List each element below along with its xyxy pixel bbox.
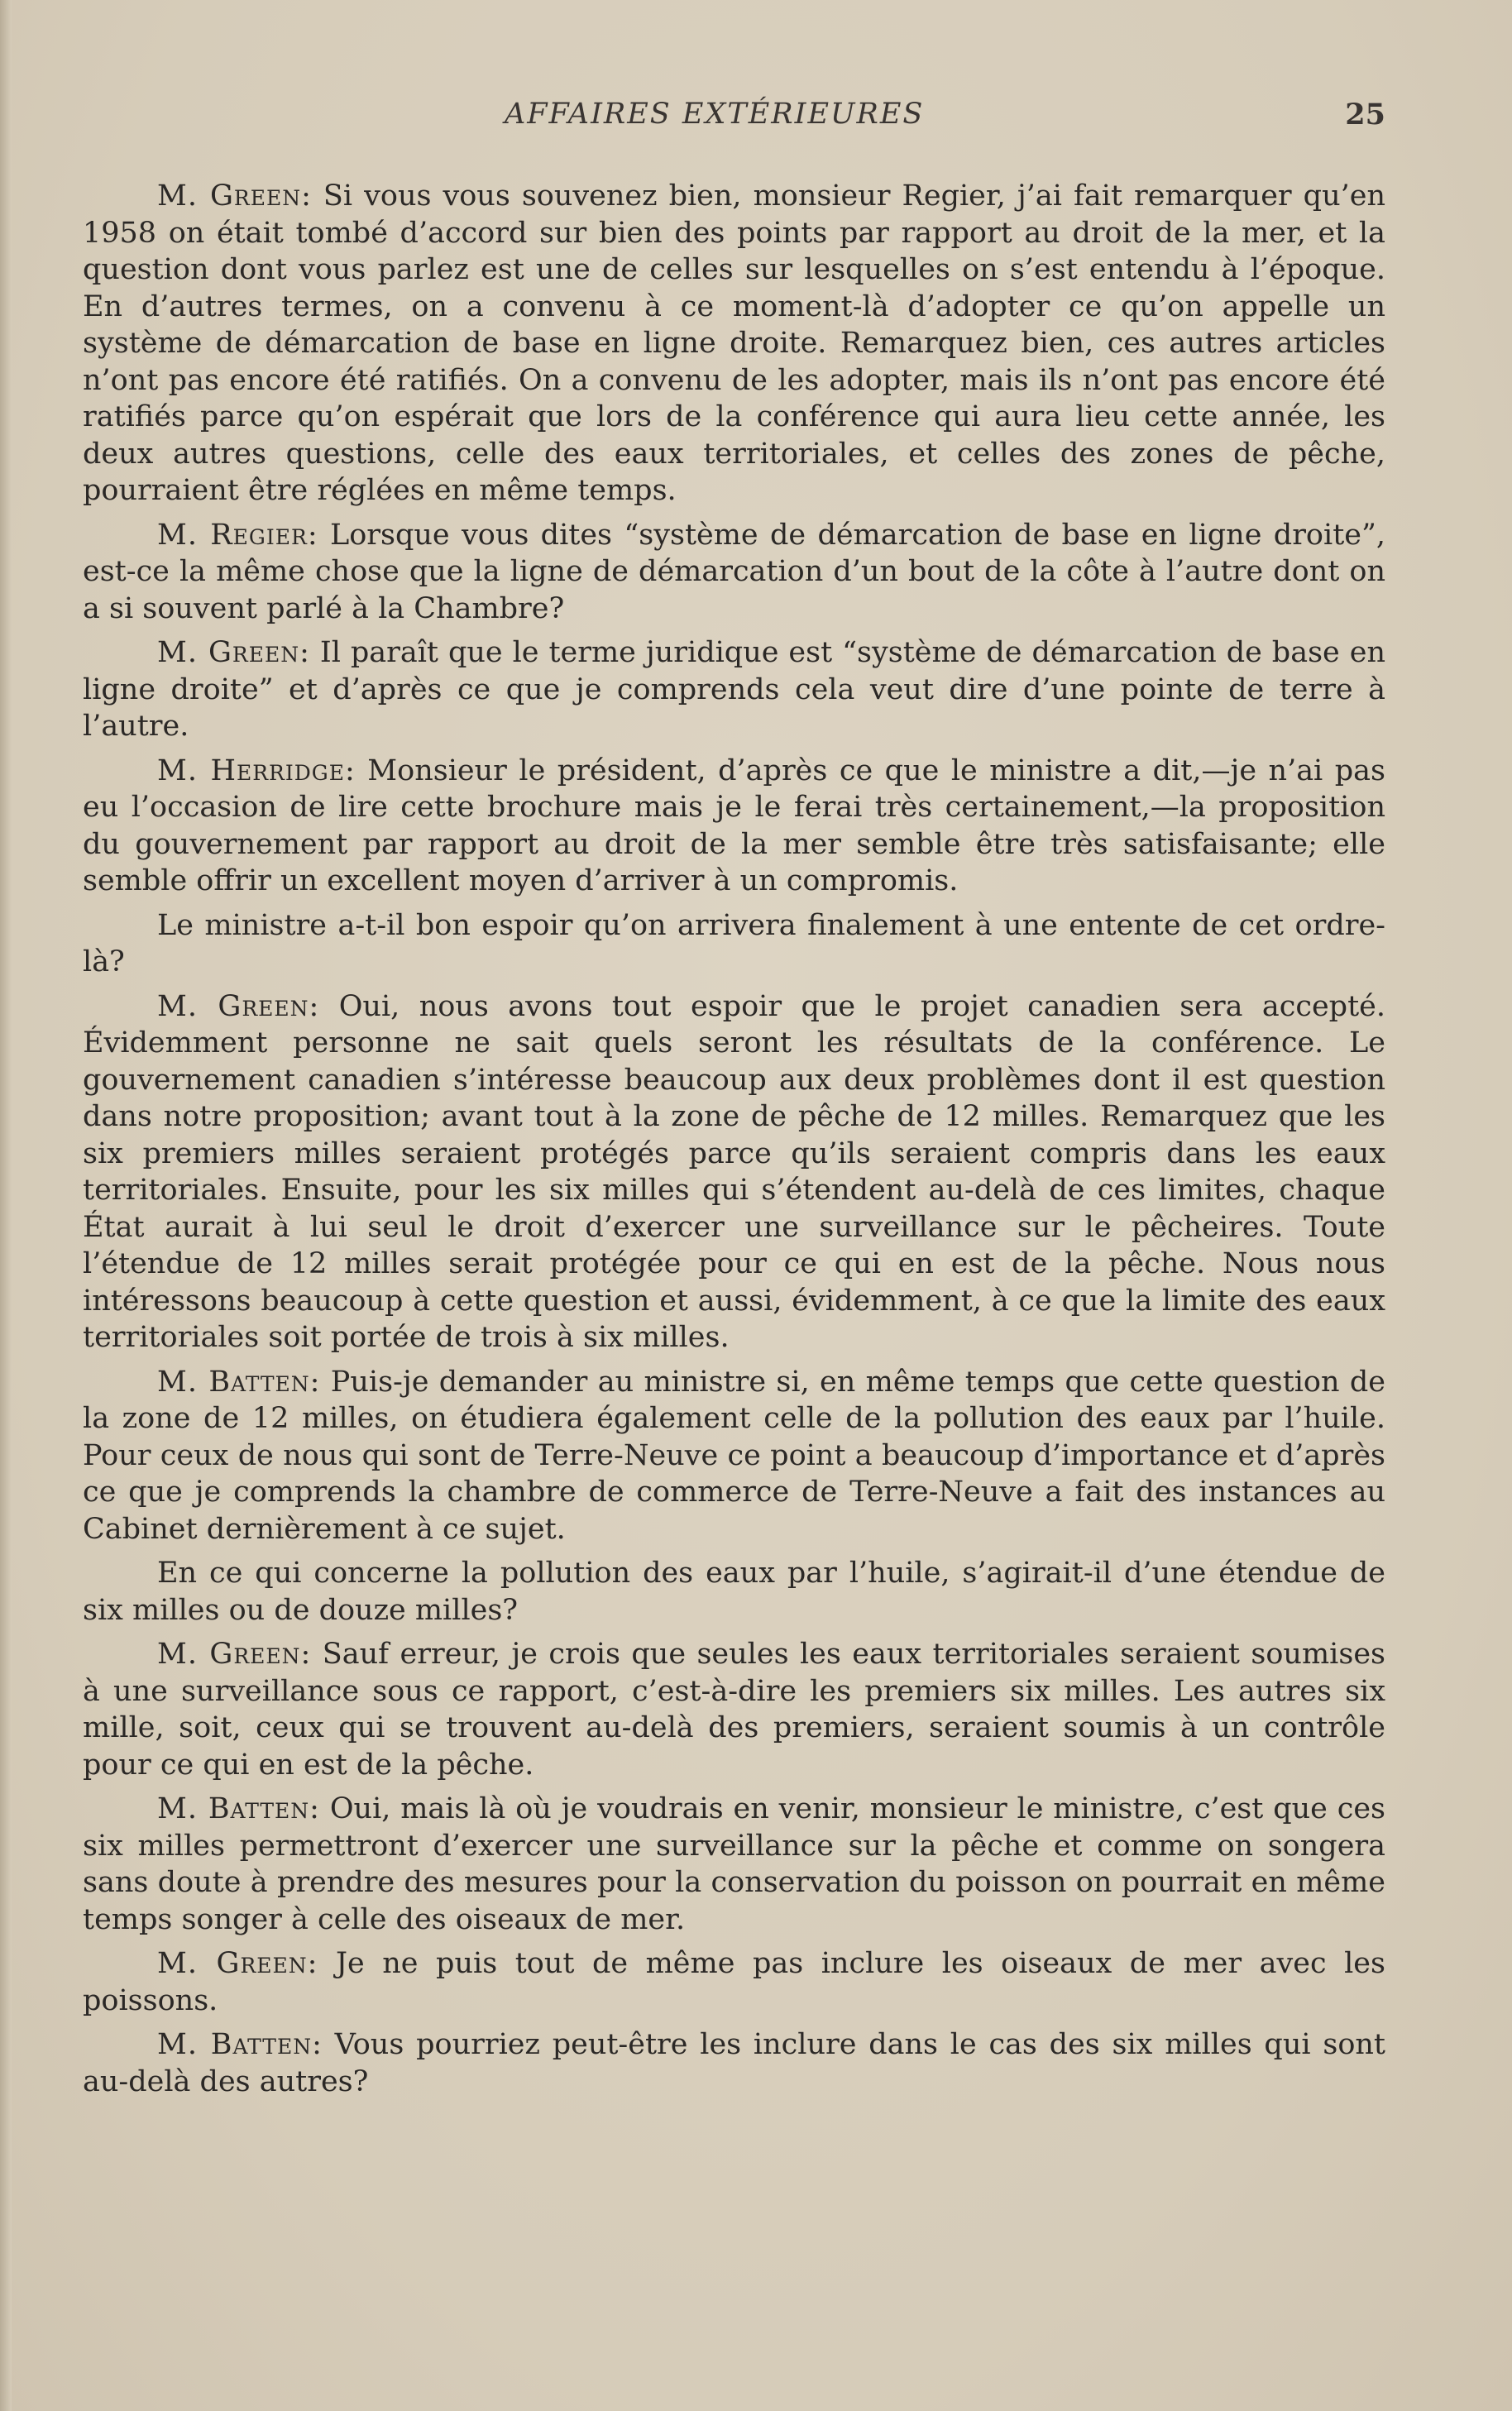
paragraph-text: Monsieur le président, d’après ce que le ministre a dit,—je n’ai pas eu l’occasion de lire cette brochure mais je le ferai très certainement,—la proposition du gouvernement par rapport au droit de la mer semble être très satisfaisante; elle semble offrir un excellent moyen d’arriver à un compromis. — [83, 753, 1385, 897]
paragraph — [83, 634, 1385, 745]
speaker-name: M. Green: — [157, 179, 312, 213]
speaker-name: M. Herridge: — [157, 753, 356, 787]
paragraph-text: Sauf erreur, je crois que seules les eaux territoriales seraient soumises à une surveillance sous ce rapport, c’est-à-dire les premiers six milles. Les autres six mille, soit, ceux qui se trouvent au-delà des premiers, seraient soumis à un contrôle pour ce qui en est de la pêche. — [83, 1638, 1385, 1782]
speaker-name: M. Batten: — [157, 2028, 323, 2061]
paragraph-text: En ce qui concerne la pollution des eaux par l’huile, s’agirait-il d’une étendue de six milles ou de douze milles? — [83, 1557, 1385, 1627]
paragraph-text: Le ministre a-t-il bon espoir qu’on arrivera finalement à une entente de cet ordre-là? — [83, 908, 1385, 978]
speaker-name: M. Green: — [157, 1638, 312, 1671]
page-number: 25 — [1345, 98, 1385, 132]
paragraph-text: Je ne puis tout de même pas inclure les oiseaux de mer avec les poissons. — [83, 1947, 1385, 2017]
speaker-name: M. Green: — [157, 989, 320, 1023]
paragraph — [83, 1945, 1385, 2019]
paragraph — [83, 1555, 1385, 1629]
running-title: AFFAIRES EXTÉRIEURES — [505, 98, 925, 131]
speaker-name: M. Batten: — [157, 1365, 321, 1399]
book-spine-edge — [0, 0, 12, 2411]
paragraph — [83, 753, 1385, 900]
paragraph — [83, 1791, 1385, 1938]
paragraph — [83, 1364, 1385, 1548]
speaker-name: M. Green: — [157, 1947, 318, 1980]
paragraph — [83, 178, 1385, 509]
paragraph-text: Vous pourriez peut-être les inclure dans le cas des six milles qui sont au-delà des autres? — [83, 2028, 1385, 2098]
speaker-name: M. Regier: — [157, 518, 318, 552]
paragraph — [83, 1636, 1385, 1783]
paragraph-text: Lorsque vous dites “système de démarcation de base en ligne droite”, est-ce la même chose que la ligne de démarcation d’un bout de la côte à l’autre dont on a si souvent parlé à la Chambre? — [83, 518, 1385, 625]
paragraph-text: Il paraît que le terme juridique est “système de démarcation de base en ligne droite” et d’après ce que je comprends cela veut dire d’une pointe de terre à l’autre. — [83, 636, 1385, 743]
paragraph — [83, 907, 1385, 981]
paragraph-text: Oui, nous avons tout espoir que le projet canadien sera accepté. Évidemment personne ne sait quels seront les résultats de la conférence. Le gouvernement canadien s’intéresse beaucoup aux deux problèmes dont il est question dans notre proposition; avant tout à la zone de pêche de 12 milles. Remarquez que les six premiers milles seraient protégés parce qu’ils seraient compris dans les eaux territoriales. Ensuite, pour les six milles qui s’étendent au-delà de ces limites, chaque État aurait à lui seul le droit d’exercer une surveillance sur le pêcheires. Toute l’étendue de 12 milles serait protégée pour ce qui en est de la pêche. Nous nous intéressons beaucoup à cette question et aussi, évidemment, à ce que la limite des eaux territoriales soit portée de trois à six milles. — [83, 989, 1385, 1354]
paragraph-text: Si vous vous souvenez bien, monsieur Regier, j’ai fait remarquer qu’en 1958 on était tombé d’accord sur bien des points par rapport au droit de la mer, et la question dont vous parlez est une de celles sur lesquelles on s’est entendu à l’époque. En d’autres termes, on a convenu à ce moment-là d’adopter ce qu’on appelle un système de démarcation de base en ligne droite. Remarquez bien, ces autres articles n’ont pas encore été ratifiés. On a convenu de les adopter, mais ils n’ont pas encore été ratifiés parce qu’on espérait que lors de la conférence qui aura lieu cette année, les deux autres questions, celle des eaux territoriales, et celles des zones de pêche, pourraient être réglées en même temps. — [83, 179, 1385, 507]
paragraph-text: Puis-je demander au ministre si, en même temps que cette question de la zone de 12 milles, on étudiera également celle de la pollution des eaux par l’huile. Pour ceux de nous qui sont de Terre-Neuve ce point a beaucoup d’importance et d’après ce que je comprends la chambre de commerce de Terre-Neuve a fait des instances au Cabinet dernièrement à ce sujet. — [83, 1365, 1385, 1546]
transcript-body — [83, 178, 1385, 2107]
page-header — [83, 98, 1385, 147]
paragraph — [83, 988, 1385, 1356]
speaker-name: M. Green: — [157, 636, 310, 669]
speaker-name: M. Batten: — [157, 1792, 320, 1825]
paragraph — [83, 2026, 1385, 2100]
paragraph — [83, 517, 1385, 628]
paragraph-text: Oui, mais là où je voudrais en venir, monsieur le ministre, c’est que ces six milles permettront d’exercer une surveillance sur la pêche et comme on songera sans doute à prendre des mesures pour la conservation du poisson on pourrait en même temps songer à celle des oiseaux de mer. — [83, 1792, 1385, 1936]
